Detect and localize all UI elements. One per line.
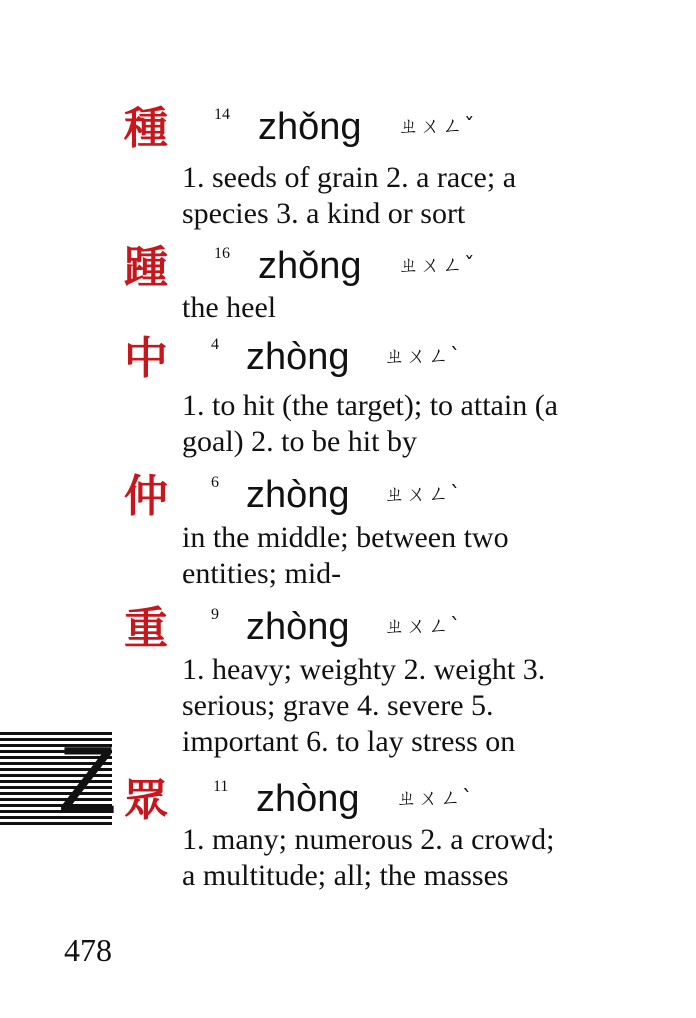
definition-line: a multitude; all; the masses	[182, 859, 509, 892]
definition-line: goal) 2. to be hit by	[182, 425, 417, 458]
pinyin: zhǒng	[258, 106, 362, 148]
definition-line: important 6. to lay stress on	[182, 725, 516, 758]
pinyin: zhòng	[246, 606, 350, 648]
definition	[182, 290, 652, 326]
headword-character: 重	[124, 603, 168, 654]
pinyin: zhòng	[256, 778, 360, 820]
zhuyin: ㄓㄨㄥˋ	[384, 482, 462, 506]
definition	[182, 652, 652, 760]
zhuyin: ㄓㄨㄥˇ	[398, 114, 476, 138]
zhuyin: ㄓㄨㄥˇ	[398, 253, 476, 277]
definition-line: 1. to hit (the target); to attain (a	[182, 389, 558, 422]
definition-line: the heel	[182, 291, 277, 324]
zhuyin: ㄓㄨㄥˋ	[396, 786, 474, 810]
definition	[182, 822, 652, 894]
definition-line: entities; mid-	[182, 557, 342, 590]
definition-line: 1. many; numerous 2. a crowd;	[182, 823, 555, 856]
stroke-count: 9	[211, 606, 219, 623]
stroke-count: 4	[211, 336, 219, 353]
definition-line: serious; grave 4. severe 5.	[182, 689, 494, 722]
page-number: 478	[64, 932, 112, 968]
stroke-count: 16	[214, 245, 230, 262]
section-tab-letter: Z	[58, 727, 117, 834]
definition-line: 1. seeds of grain 2. a race; a	[182, 161, 517, 194]
stroke-count: 6	[211, 474, 219, 491]
headword-character: 踵	[124, 242, 168, 293]
zhuyin: ㄓㄨㄥˋ	[384, 614, 462, 638]
stroke-count: 11	[213, 778, 229, 795]
zhuyin: ㄓㄨㄥˋ	[384, 344, 462, 368]
stroke-count: 14	[214, 106, 230, 123]
definition	[182, 388, 652, 460]
headword-character: 中	[124, 333, 168, 384]
definition	[182, 160, 652, 232]
pinyin: zhòng	[246, 474, 350, 516]
definition-line: species 3. a kind or sort	[182, 197, 466, 230]
definition	[182, 520, 652, 592]
pinyin: zhòng	[246, 336, 350, 378]
pinyin: zhǒng	[258, 245, 362, 287]
definition-line: in the middle; between two	[182, 521, 509, 554]
definition-line: 1. heavy; weighty 2. weight 3.	[182, 653, 546, 686]
headword-character: 仲	[124, 471, 168, 522]
headword-character: 眾	[124, 775, 168, 826]
headword-character: 種	[124, 103, 168, 154]
